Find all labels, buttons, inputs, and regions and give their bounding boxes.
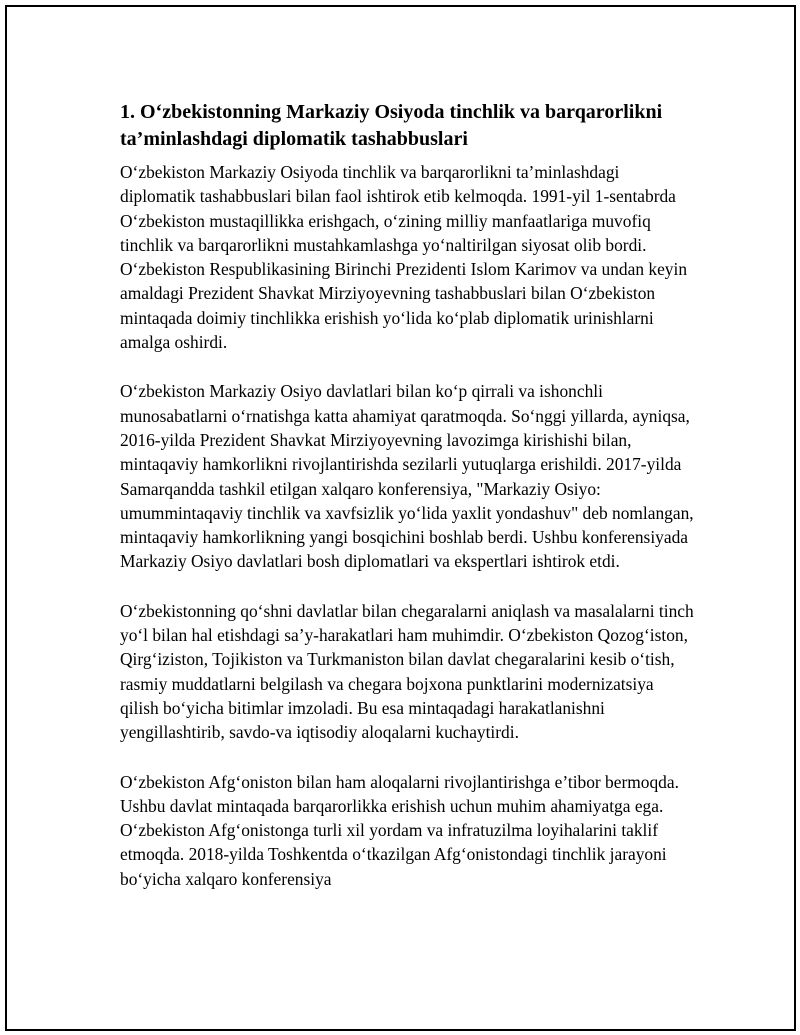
paragraph-3: O‘zbekistonning qo‘shni davlatlar bilan chegaralarni aniqlash va masalalarni tinch yo‘l bilan hal etishdagi sa’y-harakatlari ham muhimdir. O‘zbekiston Qozog‘iston, Qirg‘iziston, Tojikiston va Turkmaniston bilan davlat chegaralarini kesib o‘tish, rasmiy muddatlarni belgilash va chegara bojxona punktlarini modernizatsiya qilish bo‘yicha bitimlar imzoladi. Bu esa mintaqadagi harakatlanishni yengillashtirib, savdo-va iqtisodiy aloqalarni kuchaytirdi. [120, 600, 694, 743]
document-body [120, 99, 695, 916]
page-frame [5, 5, 796, 1031]
paragraph-4: O‘zbekiston Afg‘oniston bilan ham aloqalarni rivojlantirishga e’tibor bermoqda. Ushbu davlat mintaqada barqarorlikka erishish uchun muhim ahamiyatga ega. O‘zbekiston Afg‘onistonga turli xil yordam va infratuzilma loyihalarini taklif etmoqda. 2018-yilda Toshkentda o‘tkazilgan Afg‘onistondagi tinchlik jarayoni bo‘yicha xalqaro konferensiya [120, 771, 679, 889]
paragraph-1: O‘zbekiston Markaziy Osiyoda tinchlik va barqarorlikni ta’minlashdagi diplomatik tashabbuslari bilan faol ishtirok etib kelmoqda. 1991-yil 1-sentabrda O‘zbekiston mustaqillikka erishgach, o‘zining milliy manfaatlariga muvofiq tinchlik va barqarorlikni mustahkamlashga yo‘naltirilgan siyosat olib bordi. O‘zbekiston Respublikasining Birinchi Prezidenti Islom Karimov va undan keyin amaldagi Prezident Shavkat Mirziyoyevning tashabbuslari bilan O‘zbekiston mintaqada doimiy tinchlikka erishish yo‘lida ko‘plab diplomatik urinishlarni amalga oshirdi. [120, 162, 688, 353]
section-heading: 1. O‘zbekistonning Markaziy Osiyoda tinchlik va barqarorlikni ta’minlashdagi diplomatik tashabbuslari [120, 101, 663, 150]
paragraph-2: O‘zbekiston Markaziy Osiyo davlatlari bilan ko‘p qirrali va ishonchli munosabatlarni o‘rnatishga katta ahamiyat qaratmoqda. So‘nggi yillarda, ayniqsa, 2016-yilda Prezident Shavkat Mirziyoyevning lavozimga kirishishi bilan, mintaqaviy hamkorlikni rivojlantirishda sezilarli yutuqlarga erishildi. 2017-yilda Samarqandda tashkil etilgan xalqaro konferensiya, "Markaziy Osiyo: umummintaqaviy tinchlik va xavfsizlik yo‘lida yaxlit yondashuv" deb nomlangan, mintaqaviy hamkorlikning yangi bosqichini boshlab berdi. Ushbu konferensiyada Markaziy Osiyo davlatlari bosh diplomatlari va ekspertlari ishtirok etdi. [120, 381, 694, 572]
